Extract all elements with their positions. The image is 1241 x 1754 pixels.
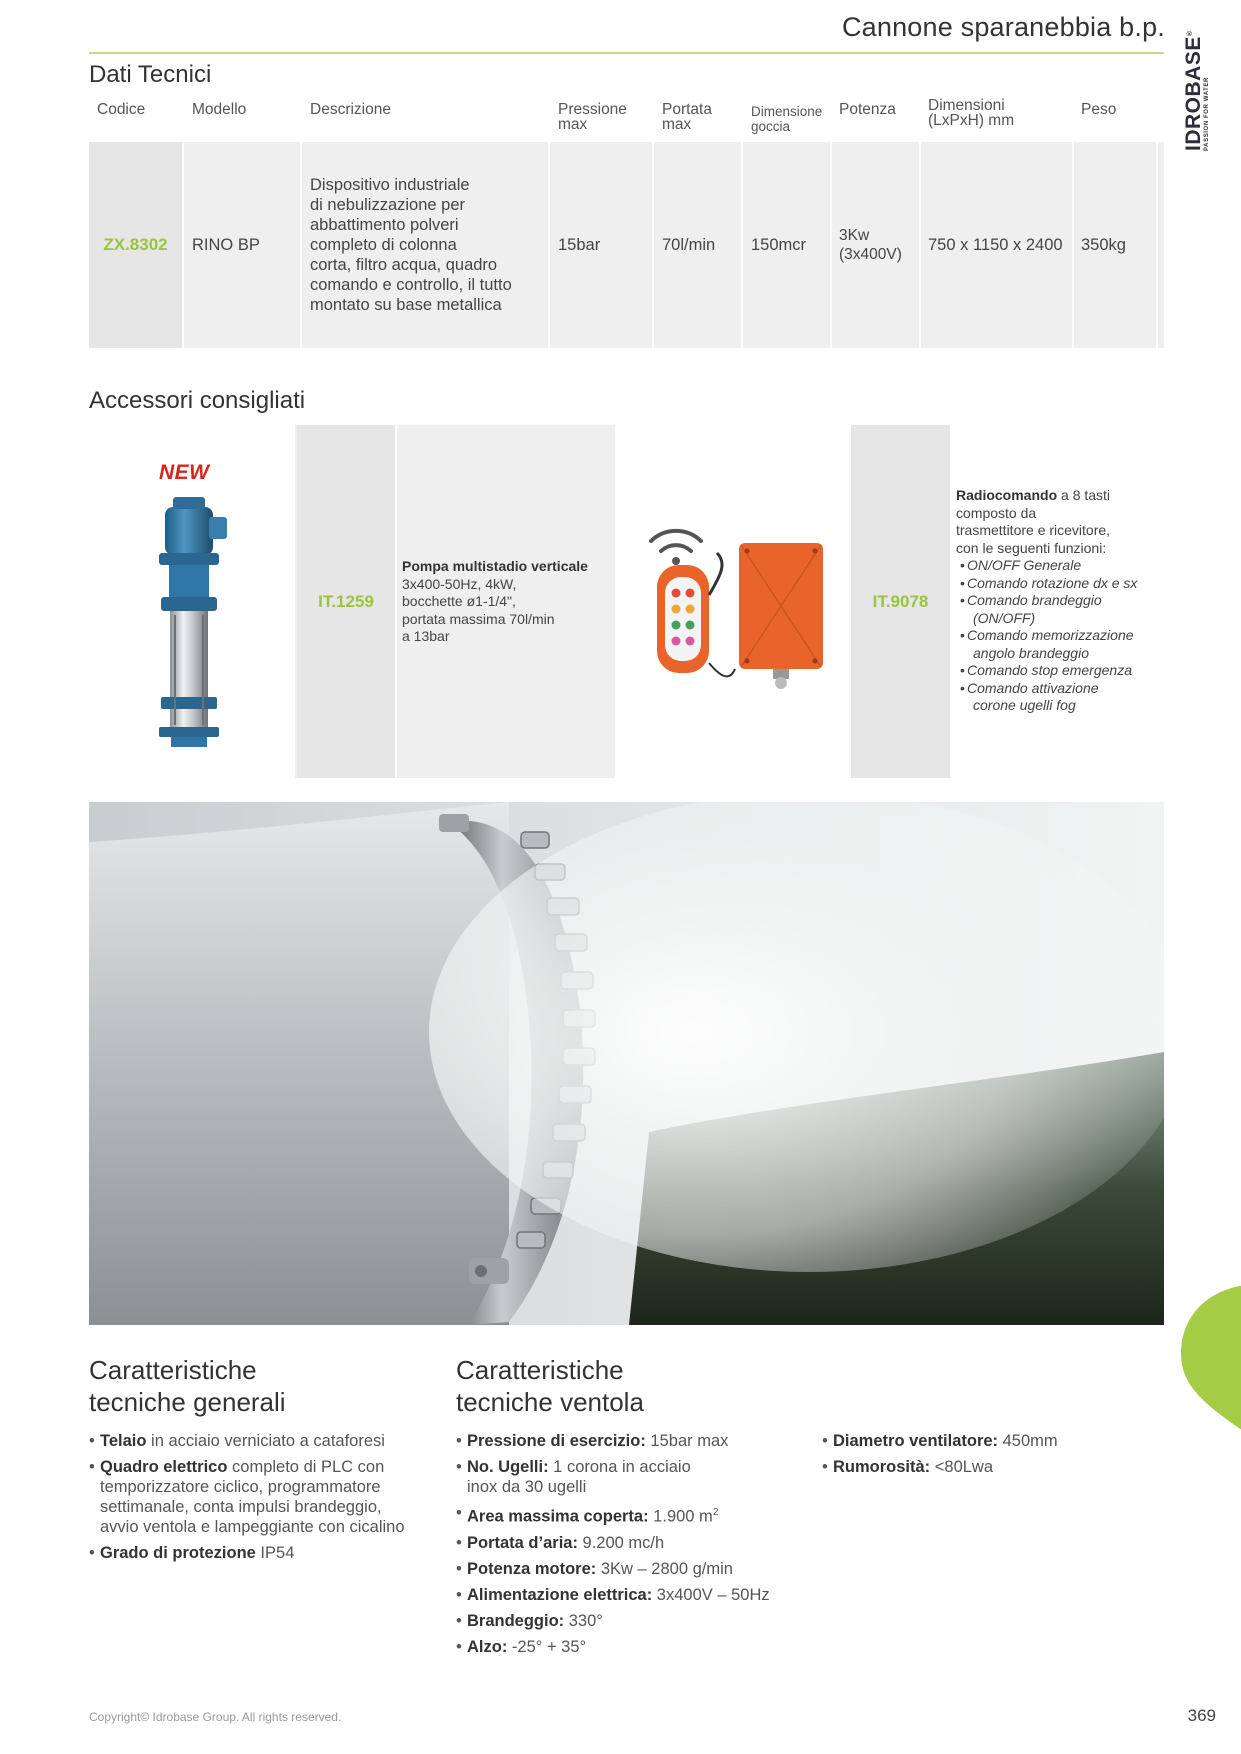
list-item: • Alimentazione elettrica: 3x400V – 50Hz — [456, 1585, 816, 1605]
function-item: Comando stop emergenza • — [960, 662, 1132, 678]
accessories-section-title: Accessori consigliati — [89, 387, 306, 414]
col-descrizione: Descrizione — [310, 101, 391, 118]
cell-modello: RINO BP — [184, 142, 302, 348]
text-line: portata massima 70l/min — [402, 610, 555, 627]
cell-goccia: 150mcr — [743, 142, 832, 348]
col-peso: Peso — [1081, 101, 1117, 118]
pump-illustration — [89, 425, 295, 778]
list-item: • No. Ugelli: 1 corona in acciaio inox da 30 ugelli — [456, 1457, 816, 1497]
hero-photo-fog-cannon — [89, 802, 1164, 1325]
registered-mark: ® — [1187, 30, 1194, 37]
remote-functions-list — [956, 557, 1166, 715]
brand-tagline: PASSION FOR WATER — [1204, 77, 1210, 151]
fan-features-list — [456, 1431, 816, 1663]
col-portata: Portata max — [662, 101, 712, 133]
function-item: (ON/OFF) — [973, 609, 1036, 626]
text-line: montato su base metallica — [310, 296, 502, 314]
list-item: • Rumorosità: <80Lwa — [822, 1457, 1152, 1477]
accessory-description-pump: Pompa multistadio verticale 3x400-50Hz, 4kW, bocchette ø1-1/4", portata massima 70l/min a 13bar — [402, 558, 612, 646]
header-divider — [89, 52, 1164, 54]
general-features-title: Caratteristiche tecniche generali — [89, 1355, 286, 1417]
text-line: corta, filtro acqua, quadro — [310, 256, 498, 274]
text-line: bocchette ø1-1/4", — [402, 593, 516, 609]
new-badge: NEW — [159, 461, 210, 484]
function-item: Comando memorizzazione • — [960, 627, 1134, 643]
list-item: • Quadro elettrico completo di PLC con temporizzatore ciclico, programmatore settimanale, conta impulsi brandeggio, avvio ventola e lampeggiante con cicalino — [89, 1457, 439, 1537]
accessory-code-pump: IT.1259 — [297, 425, 395, 778]
list-item: • Portata d’aria: 9.200 mc/h — [456, 1533, 816, 1553]
list-item: • Telaio in acciaio verniciato a cataforesi — [89, 1431, 439, 1451]
text-line: composto da — [956, 504, 1037, 521]
list-item: • Alzo: -25° + 35° — [456, 1637, 816, 1657]
cell-pressione: 15bar — [550, 142, 654, 348]
fan-features-list-right — [822, 1431, 1152, 1483]
remote-image — [617, 425, 850, 778]
col-dimensioni: Dimensioni (LxPxH) mm — [928, 97, 1015, 129]
text-line: trasmettitore e ricevitore, — [956, 522, 1111, 538]
page-title: Cannone sparanebbia b.p. — [841, 12, 1165, 42]
list-item: • Brandeggio: 330° — [456, 1611, 816, 1631]
text-line: comando e controllo, il tutto — [310, 276, 512, 294]
col-codice: Codice — [97, 101, 146, 118]
text-line: Dispositivo industriale — [310, 176, 470, 194]
cell-codice: ZX.8302 — [89, 142, 184, 348]
fog-cannon-illustration — [89, 802, 1164, 1325]
general-features-list — [89, 1431, 439, 1569]
text-line: a 13bar — [402, 628, 450, 644]
cell-dimensioni: 750 x 1150 x 2400 — [921, 142, 1074, 348]
text-line: abbattimento polveri — [310, 216, 459, 234]
cell-portata: 70l/min — [654, 142, 743, 348]
list-item: • Pressione di esercizio: 15bar max — [456, 1431, 816, 1451]
pump-image — [89, 425, 295, 778]
cell-peso: 350kg — [1074, 142, 1158, 348]
green-page-tab — [1181, 1284, 1241, 1444]
text-line: con le seguenti funzioni: — [956, 539, 1107, 556]
list-item: • Potenza motore: 3Kw – 2800 g/min — [456, 1559, 816, 1579]
list-item: • Diametro ventilatore: 450mm — [822, 1431, 1152, 1451]
accessory-description-remote: Radiocomando a 8 tasti composto da trasmettitore e ricevitore, con le seguenti funzioni: ON/OFF Generale • Comando rotazione dx e sx • Comando brandeggio • (ON/OFF) Comando memorizzazione • angolo brandeggio Comando stop emergenza • Comando attivazione • corone ugelli fog — [956, 487, 1166, 715]
text-line: 3x400-50Hz, 4kW, — [402, 575, 517, 592]
list-item: • Area massima coperta: 1.900 $m^2$ — [456, 1503, 816, 1527]
cell-descrizione — [302, 142, 550, 348]
function-item: ON/OFF Generale • — [960, 557, 1082, 573]
footer-copyright: Copyright© Idrobase Group. All rights reserved. — [89, 1710, 342, 1724]
function-item: Comando brandeggio • — [960, 592, 1102, 608]
col-potenza: Potenza — [839, 101, 896, 118]
list-item: • Grado di protezione IP54 — [89, 1543, 439, 1563]
table-row — [89, 142, 1164, 348]
tech-section-title: Dati Tecnici — [89, 61, 212, 88]
radio-remote-illustration — [617, 425, 850, 778]
col-modello: Modello — [192, 101, 247, 118]
col-goccia: Dimensione goccia — [751, 104, 823, 134]
function-item: corone ugelli fog — [973, 697, 1076, 713]
accessory-code-remote: IT.9078 — [851, 425, 950, 778]
brand-logo — [1181, 30, 1211, 151]
tech-table-header — [89, 96, 1164, 142]
function-item: Comando rotazione dx e sx • — [960, 574, 1138, 591]
text-line: completo di colonna — [310, 236, 457, 254]
page-number: 369 — [1187, 1706, 1216, 1725]
function-item: Comando attivazione • — [960, 679, 1099, 696]
col-pressione: Pressione max — [558, 101, 627, 133]
fan-features-title: Caratteristiche tecniche ventola — [456, 1355, 644, 1417]
accessory-card-pump — [89, 425, 615, 778]
text-line: di nebulizzazione per — [310, 196, 466, 214]
brand-name: IDROBASE — [1182, 36, 1205, 151]
function-item: angolo brandeggio — [973, 644, 1089, 661]
cell-potenza: 3Kw (3x400V) — [832, 142, 921, 348]
